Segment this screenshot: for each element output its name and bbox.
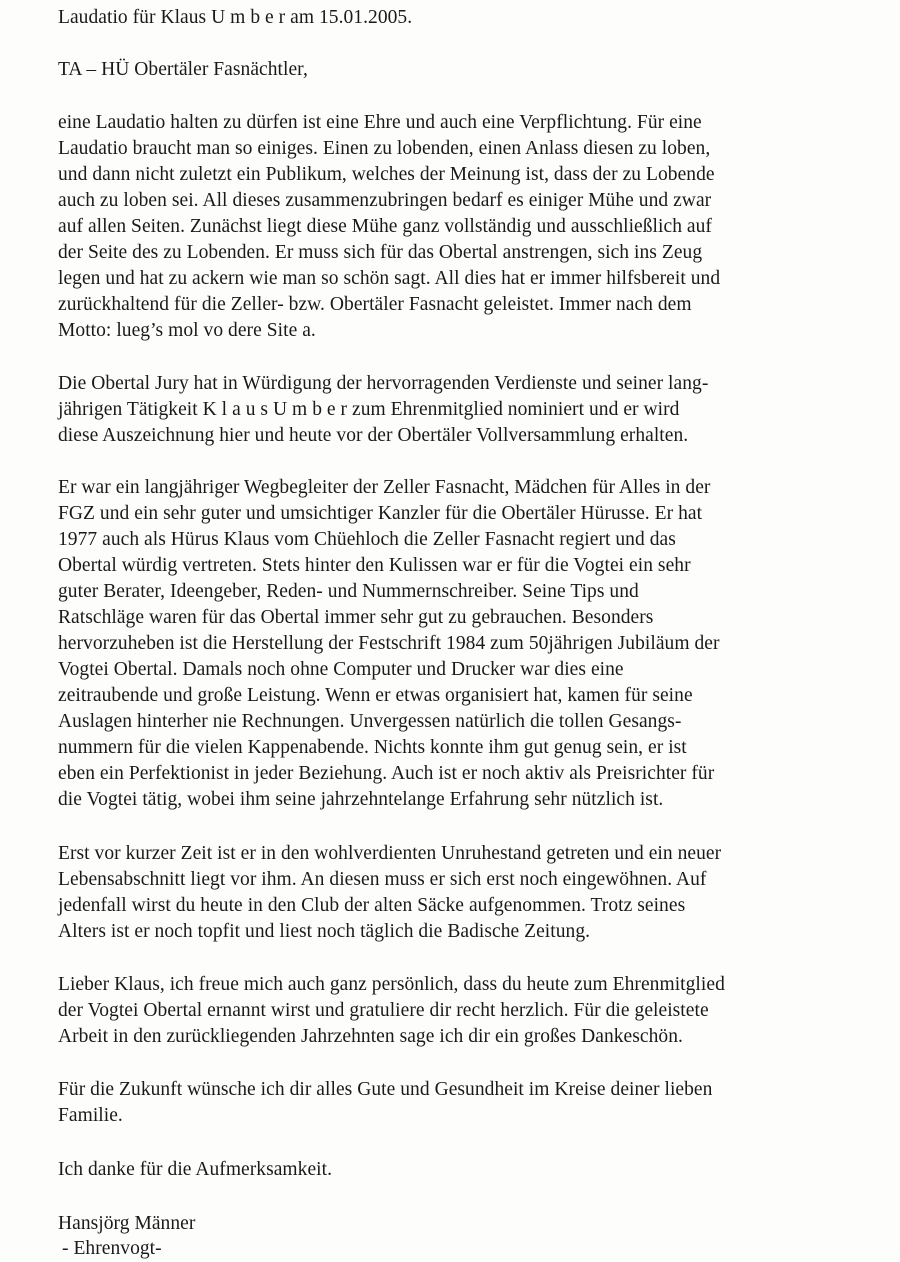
paragraph-line: guter Berater, Ideengeber, Reden- und Nummernschreiber. Seine Tips und [58,581,639,602]
paragraph-line: Er war ein langjähriger Wegbegleiter der Zeller Fasnacht, Mädchen für Alles in der [58,477,711,498]
signature-name: Hansjörg Männer [58,1213,196,1234]
signature-title: - Ehrenvogt- [62,1238,162,1259]
paragraph-line: Die Obertal Jury hat in Würdigung der hervorragenden Verdienste und seiner lang- [58,373,709,394]
paragraph-line: die Vogtei tätig, wobei ihm seine jahrzehntelange Erfahrung sehr nützlich ist. [58,789,664,810]
paragraph-line: Erst vor kurzer Zeit ist er in den wohlverdienten Unruhestand getreten und ein neuer [58,843,722,864]
paragraph-line: Alters ist er noch topfit und liest noch täglich die Badische Zeitung. [58,921,591,942]
paragraph-line: FGZ und ein sehr guter und umsichtiger Kanzler für die Obertäler Hürusse. Er hat [58,503,703,524]
paragraph-line: Ich danke für die Aufmerksamkeit. [58,1159,333,1180]
paragraph-line: nummern für die vielen Kappenabende. Nichts konnte ihm gut genug sein, er ist [58,737,687,758]
paragraph-line: diese Auszeichnung hier und heute vor der Obertäler Vollversammlung erhalten. [58,425,689,446]
paragraph-line: 1977 auch als Hürus Klaus vom Chüehloch die Zeller Fasnacht regiert und das [58,529,676,550]
paragraph-line: eben ein Perfektionist in jeder Beziehung. Auch ist er noch aktiv als Preisrichter für [58,763,715,784]
paragraph-line: zurückhaltend für die Zeller- bzw. Obertäler Fasnacht geleistet. Immer nach dem [58,294,692,315]
paragraph-line: Vogtei Obertal. Damals noch ohne Computer und Drucker war dies eine [58,659,624,680]
paragraph-line: der Vogtei Obertal ernannt wirst und gratuliere dir recht herzlich. Für die geleistete [58,1000,709,1021]
paragraph-line: Lieber Klaus, ich freue mich auch ganz persönlich, dass du heute zum Ehrenmitglied [58,974,725,995]
paragraph-line: und dann nicht zuletzt ein Publikum, welches der Meinung ist, dass der zu Lobende [58,164,715,185]
paragraph-line: auch zu loben sei. All dieses zusammenzubringen bedarf es einiger Mühe und zwar [58,190,712,211]
paragraph-line: Lebensabschnitt liegt vor ihm. An diesen muss er sich erst noch eingewöhnen. Auf [58,869,707,890]
paragraph-line: Motto: lueg’s mol vo dere Site a. [58,320,316,341]
paragraph-line: legen und hat zu ackern wie man so schön sagt. All dies hat er immer hilfsbereit und [58,268,721,289]
paragraph-line: eine Laudatio halten zu dürfen ist eine Ehre und auch eine Verpflichtung. Für eine [58,112,702,133]
paragraph-line: jährigen Tätigkeit K l a u s U m b e r zum Ehrenmitglied nominiert und er wird [58,399,680,420]
letter-title: Laudatio für Klaus U m b e r am 15.01.2005. [58,7,413,28]
salutation: TA – HÜ Obertäler Fasnächtler, [58,59,308,80]
paragraph-line: hervorzuheben ist die Herstellung der Festschrift 1984 zum 50jährigen Jubiläum der [58,633,720,654]
paragraph-line: Auslagen hinterher nie Rechnungen. Unvergessen natürlich die tollen Gesangs- [58,711,682,732]
paragraph-line: der Seite des zu Lobenden. Er muss sich für das Obertal anstrengen, sich ins Zeug [58,242,703,263]
paragraph-line: Laudatio braucht man so einiges. Einen zu lobenden, einen Anlass diesen zu loben, [58,138,711,159]
paragraph-line: Ratschläge waren für das Obertal immer sehr gut zu gebrauchen. Besonders [58,607,654,628]
paragraph-line: Obertal würdig vertreten. Stets hinter den Kulissen war er für die Vogtei ein sehr [58,555,691,576]
paragraph-line: zeitraubende und große Leistung. Wenn er etwas organisiert hat, kamen für seine [58,685,693,706]
paragraph-line: Arbeit in den zurückliegenden Jahrzehnten sage ich dir ein großes Dankeschön. [58,1026,683,1047]
paragraph-line: Für die Zukunft wünsche ich dir alles Gute und Gesundheit im Kreise deiner lieben [58,1079,713,1100]
paragraph-line: Familie. [58,1105,123,1126]
paragraph-line: jedenfall wirst du heute in den Club der alten Säcke aufgenommen. Trotz seines [58,895,686,916]
paragraph-line: auf allen Seiten. Zunächst liegt diese Mühe ganz vollständig und ausschließlich auf [58,216,712,237]
